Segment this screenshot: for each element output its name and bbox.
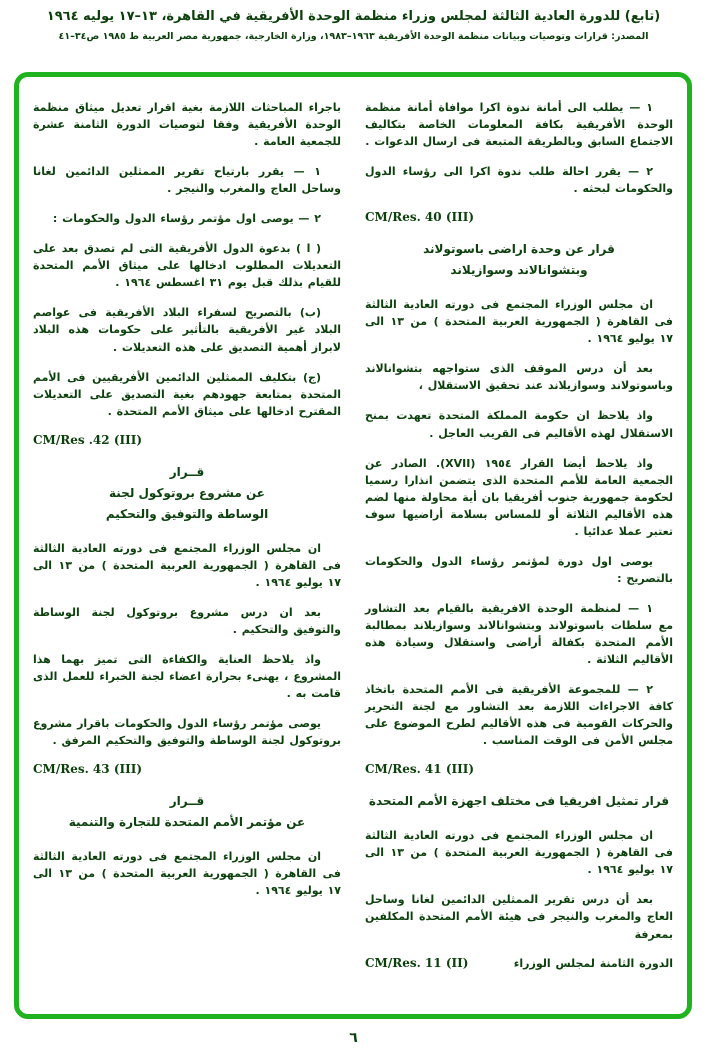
page-number: ٦ — [349, 1030, 358, 1046]
paragraph: ١ — يطلب الى أمانة ندوة اكرا موافاة أمانة منظمة الوحدة الأفريقية بكافة المعلومات الخاصة بتكاليف الاجتماع السابق وبالطريقة المتبعة فى ارسال الدعوات . — [365, 101, 673, 149]
section-heading — [33, 791, 341, 833]
heading-line: وبتشوانالاند وسوازيلاند — [450, 263, 588, 278]
paragraph: ١ — لمنظمة الوحدة الافريقية بالقيام بعد التشاور مع سلطات باسوتولاند وبتشوانالاند وسوازيلاند بمطالبة الأمم المتحدة بكفالة أراضى واستقلال وسيادة هذه الأقاليم الثلاثة . — [365, 601, 673, 667]
section-heading — [365, 239, 673, 281]
two-column-layout — [19, 77, 687, 1014]
heading-line: الوساطة والتوفيق والتحكيم — [105, 506, 269, 521]
heading-line: قــرار — [169, 794, 205, 809]
resolution-ref: CM/Res. 11 (II) — [365, 955, 469, 970]
paragraph: واذ يلاحظ ان حكومة المملكة المتحدة تعهدت بمنح الاستقلال لهذه الأقاليم فى القريب العاجل . — [365, 409, 673, 440]
resolution-ref: CM/Res. 40 (III) — [365, 210, 475, 225]
paragraph: ان مجلس الوزراء المجتمع فى دورته العادية الثالثة فى القاهرة ( الجمهورية العربية المتحدة ) من ١٣ الى ١٧ يوليو ١٩٦٤ . — [33, 850, 341, 898]
heading-line: عن مشروع بروتوكول لجنة — [109, 485, 265, 500]
paragraph: بعد أن درس تقرير الممثلين الدائمين لغانا وساحل العاج والمغرب والنيجر فى هيئة الأمم المتحدة المكلفين بمعرفة — [365, 893, 673, 941]
paragraph: واذ يلاحظ العناية والكفاءة التى تميز بهما هذا المشروع ، يهنىء بحرارة اعضاء لجنة الخبراء للعمل الذى قامت به . — [33, 652, 341, 701]
paragraph: يوصى مؤتمر رؤساء الدول والحكومات باقرار مشروع بروتوكول لجنة الوساطة والتوفيق والتحكيم المرفق . — [33, 717, 341, 748]
green-border-frame — [14, 72, 692, 1019]
paragraph: بعد أن درس الموقف الذى ستواجهه بتشوانالاند وباسوتولاند وسوازيلاند عند تحقيق الاستقلال ، — [365, 362, 673, 393]
paragraph: بعد ان درس مشروع بروتوكول لجنة الوساطة والتوفيق والتحكيم . — [33, 605, 341, 636]
page-header — [0, 8, 707, 44]
heading-line: قرار عن وحدة اراضى باسوتولاند — [423, 242, 615, 257]
heading-line: قرار تمثيل افريقيا فى مختلف اجهزة الأمم المتحدة — [368, 794, 670, 809]
section-heading — [33, 462, 341, 525]
heading-line: قــرار — [169, 464, 205, 479]
paragraph-text: الدورة الثامنة لمجلس الوزراء — [513, 956, 673, 970]
paragraph: ١ — يقرر بارتياح تقرير الممثلين الدائمين لغانا وساحل العاج والمغرب والنيجر . — [33, 165, 341, 196]
paragraph: باجراء المباحثات اللازمة بغية اقرار تعديل ميثاق منظمة الوحدة الأفريقية وفقا لتوصيات الدورة الثامنة عشرة للجمعية العامة . — [33, 101, 341, 149]
paragraph: ٢ — يوصى اول مؤتمر رؤساء الدول والحكومات : — [52, 212, 321, 226]
paragraph: ( ا ) بدعوة الدول الأفريقية التى لم تصدق بعد على التعديلات المطلوب ادخالها على ميثاق الأمم المتحدة للقيام بذلك قبل يوم ٣١ اغسطس ١٩٦٤ . — [33, 242, 341, 290]
paragraph: ٢ — للمجموعة الأفريقية فى الأمم المتحدة باتخاذ كافة الاجراءات اللازمة بعد التشاور مع لجنة التحرير والحركات القومية فى هذه الأقاليم لطرح الموضوع على مجلس الأمن فى الوقت المناسب . — [365, 683, 673, 748]
paragraph: واذ يلاحظ أيضا القرار ١٩٥٤ (XVII). الصادر عن الجمعية العامة للأمم المتحدة الذى يتضمن انذارا رسميا لحكومة جمهورية جنوب أفريقيا بان أية محاولة منها لضم هذه الأقاليم الثلاثة أو للمساس بسلامة أراضيها سوف تعتبر عملا عدائيا . — [365, 456, 673, 538]
column-left — [33, 99, 341, 1004]
paragraph: ان مجلس الوزراء المجتمع فى دورته العادية الثالثة فى القاهرة ( الجمهورية العربية المتحدة ) من ١٣ الى ١٧ يوليو ١٩٦٤ . — [33, 541, 341, 589]
header-source: المصدر: قرارات وتوصيات وبيانات منظمة الوحدة الأفريقية ١٩٦٣–١٩٨٣، وزارة الخارجية، جمهورية مصر العربية ط ١٩٨٥ ص٣٤–٤١ — [58, 31, 649, 43]
paragraph: ان مجلس الوزراء المجتمع فى دورته العادية الثالثة فى القاهرة ( الجمهورية العربية المتحدة ) من ١٣ الى ١٧ يوليو ١٩٦٤ . — [365, 829, 673, 877]
paragraph: ان مجلس الوزراء المجتمع فى دورته العادية الثالثة فى القاهرة ( الجمهورية العربية المتحدة ) من ١٣ الى ١٧ يوليو ١٩٦٤ . — [365, 298, 673, 346]
paragraph: (ج) بتكليف الممثلين الدائمين الأفريقيين فى الأمم المتحدة بمتابعة جهودهم بغية التصديق على التعديلات المقترح ادخالها على ميثاق الأمم المتحدة . — [33, 370, 341, 418]
resolution-ref: CM/Res. 41 (III) — [365, 762, 475, 777]
header-title: (تابع) للدورة العادية الثالثة لمجلس وزراء منظمة الوحدة الأفريقية في القاهرة، ١٣–١٧ يوليه ١٩٦٤ — [46, 9, 661, 24]
heading-line: عن مؤتمر الأمم المتحدة للتجارة والتنمية — [68, 815, 306, 830]
column-right — [365, 99, 673, 1004]
resolution-ref: CM/Res. 43 (III) — [33, 762, 143, 777]
paragraph: ٢ — يقرر احالة طلب ندوة اكرا الى رؤساء الدول والحكومات لبحثه . — [365, 165, 673, 196]
paragraph: يوصى اول دورة لمؤتمر رؤساء الدول والحكومات بالتصريح : — [365, 554, 673, 585]
paragraph-last-line — [365, 956, 673, 970]
section-heading — [365, 791, 673, 812]
resolution-ref: CM/Res .42 (III) — [33, 432, 143, 447]
paragraph: (ب) بالتصريح لسفراء البلاد الأفريقية فى عواصم البلاد غير الأفريقية بالتأثير على حكومات هذه البلاد لابراز أهمية التصديق على هذه التعديلات . — [33, 306, 341, 354]
